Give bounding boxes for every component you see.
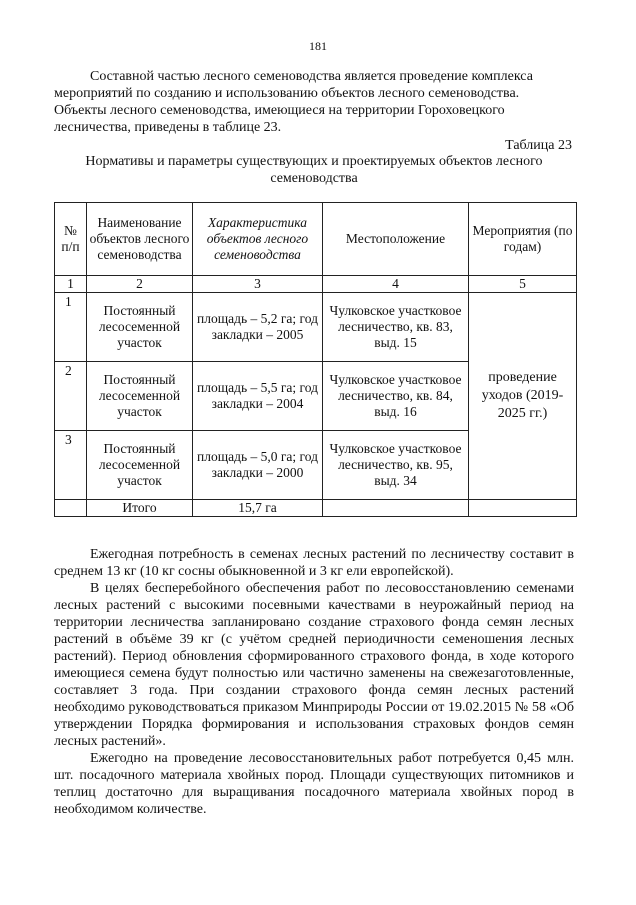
column-numbers-row [55, 276, 577, 293]
header-location: Местоположение [323, 203, 469, 276]
object-location: Чулковское участковое лесничество, кв. 84, выд. 16 [323, 362, 469, 431]
seed-objects-table [54, 202, 577, 517]
table-row [55, 293, 577, 362]
total-empty-cell [323, 500, 469, 517]
planting-material-paragraph: Ежегодно на проведение лесовосстановительных работ потребуется 0,45 млн. шт. посадочного материала хвойных пород. Площади существующих питомников и теплиц достаточно для выращивания посадочного материала хвойных пород в необходимом количестве. [54, 751, 574, 817]
column-number: 4 [323, 276, 469, 293]
column-number: 2 [87, 276, 193, 293]
seed-demand-paragraph: Ежегодная потребность в семенах лесных растений по лесничеству составит в среднем 13 кг (10 кг сосны обыкновенной и 3 кг ели европейской). [54, 547, 574, 579]
insurance-fund-paragraph: В целях бесперебойного обеспечения работ по лесовосстановлению семенами лесных растений с высокими посевными качествами в неурожайный период на территории лесничества запланировано создание страхового фонда семян лесных растений в объёме 39 кг (с учётом средней периодичности семеношения лесных растений). Период обновления сформированного страхового фонда, в ходе которого имеющиеся семена будут полностью или частично заменены на свежезаготовленные, составляет 3 года. При создании страхового фонда семян лесных растений необходимо руководствоваться приказом Минприроды России от 19.02.2015 № 58 «Об утверждении Порядка формирования и использования страховых фондов семян лесных растений». [54, 581, 574, 749]
header-num: № п/п [55, 203, 87, 276]
object-location: Чулковское участковое лесничество, кв. 95, выд. 34 [323, 431, 469, 500]
column-number: 3 [193, 276, 323, 293]
page-number: 181 [309, 39, 327, 53]
measures-cell: проведение уходов (2019- 2025 гг.) [469, 293, 577, 500]
object-name: Постоянный лесосеменной участок [87, 293, 193, 362]
total-empty-cell [469, 500, 577, 517]
total-empty-cell [55, 500, 87, 517]
header-measures: Мероприятия (по годам) [469, 203, 577, 276]
table-header-row [55, 203, 577, 276]
object-name: Постоянный лесосеменной участок [87, 362, 193, 431]
table-label: Таблица 23 [505, 138, 572, 153]
total-label: Итого [87, 500, 193, 517]
header-name: Наименование объектов лесного семеноводства [87, 203, 193, 276]
header-characteristic: Характеристика объектов лесного семеноводства [193, 203, 323, 276]
row-number: 1 [55, 293, 87, 362]
total-row [55, 500, 577, 517]
object-name: Постоянный лесосеменной участок [87, 431, 193, 500]
object-characteristic: площадь – 5,0 га; год закладки – 2000 [193, 431, 323, 500]
column-number: 1 [55, 276, 87, 293]
row-number: 3 [55, 431, 87, 500]
intro-paragraph: Составной частью лесного семеноводства является проведение комплекса мероприятий по созданию и использованию объектов лесного семеноводства. Объекты лесного семеноводства, имеющиеся на территории Гороховецкого лесничества, приведены в таблице 23. [54, 69, 533, 135]
table-title: Нормативы и параметры существующих и проектируемых объектов лесного семеноводства [85, 154, 543, 186]
object-location: Чулковское участковое лесничество, кв. 83, выд. 15 [323, 293, 469, 362]
object-characteristic: площадь – 5,2 га; год закладки – 2005 [193, 293, 323, 362]
total-value: 15,7 га [193, 500, 323, 517]
object-characteristic: площадь – 5,5 га; год закладки – 2004 [193, 362, 323, 431]
column-number: 5 [469, 276, 577, 293]
row-number: 2 [55, 362, 87, 431]
